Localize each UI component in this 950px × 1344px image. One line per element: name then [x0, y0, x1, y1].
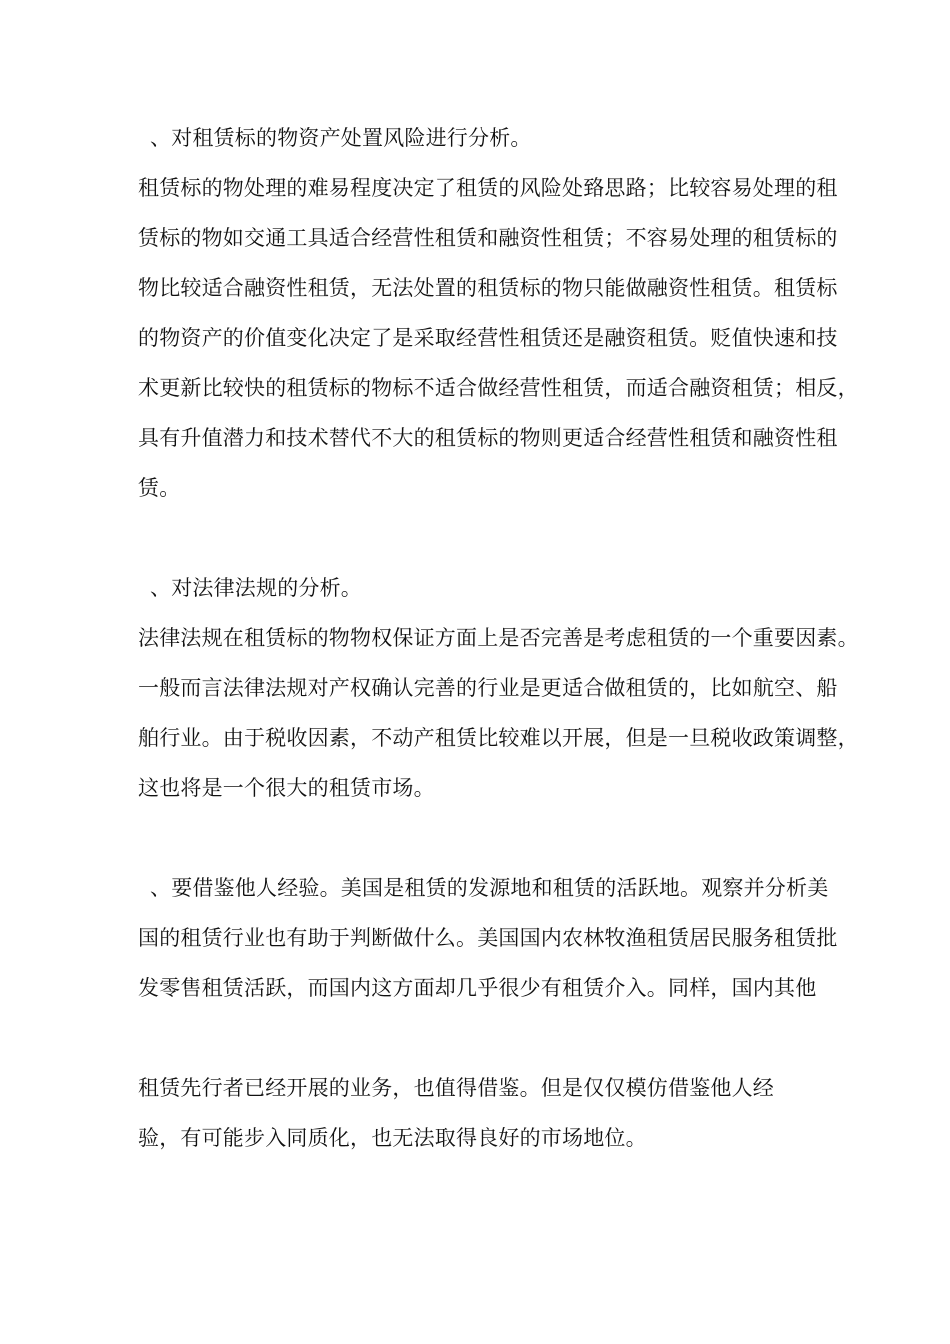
- section-2-line-1: 法律法规在租赁标的物物权保证方面上是否完善是考虑租赁的一个重要因素。: [138, 626, 859, 650]
- section-1-line-7: 赁。: [138, 476, 181, 500]
- section-1-line-1: 租赁标的物处理的难易程度决定了租赁的风险处臵思路；比较容易处理的租: [138, 176, 838, 200]
- section-3-line-3: 租赁先行者已经开展的业务，也值得借鉴。但是仅仅模仿借鉴他人经: [138, 1076, 774, 1100]
- section-1-line-6: 具有升值潜力和技术替代不大的租赁标的物则更适合经营性租赁和融资性租: [138, 426, 838, 450]
- section-3-line-4: 验，有可能步入同质化，也无法取得良好的市场地位。: [138, 1126, 647, 1150]
- section-3-heading: 、要借鉴他人经验。美国是租赁的发源地和租赁的活跃地。观察并分析美: [150, 876, 829, 900]
- section-1-heading: 、对租赁标的物资产处置风险进行分析。: [150, 126, 532, 150]
- section-1-line-4: 的物资产的价值变化决定了是采取经营性租赁还是融资租赁。贬值快速和技: [138, 326, 838, 350]
- section-3-line-1: 国的租赁行业也有助于判断做什么。美国国内农林牧渔租赁居民服务租赁批: [138, 926, 838, 950]
- section-2-line-2: 一般而言法律法规对产权确认完善的行业是更适合做租赁的，比如航空、船: [138, 676, 838, 700]
- section-2-line-3: 舶行业。由于税收因素，不动产租赁比较难以开展，但是一旦税收政策调整，: [138, 726, 859, 750]
- section-3-line-2: 发零售租赁活跃，而国内这方面却几乎很少有租赁介入。同样，国内其他: [138, 976, 817, 1000]
- section-1-line-5: 术更新比较快的租赁标的物标不适合做经营性租赁，而适合融资租赁；相反，: [138, 376, 859, 400]
- section-1-line-3: 物比较适合融资性租赁，无法处置的租赁标的物只能做融资性租赁。租赁标: [138, 276, 838, 300]
- section-2-heading: 、对法律法规的分析。: [150, 576, 362, 600]
- section-1-line-2: 赁标的物如交通工具适合经营性租赁和融资性租赁；不容易处理的租赁标的: [138, 226, 838, 250]
- section-2-line-4: 这也将是一个很大的租赁市场。: [138, 776, 435, 800]
